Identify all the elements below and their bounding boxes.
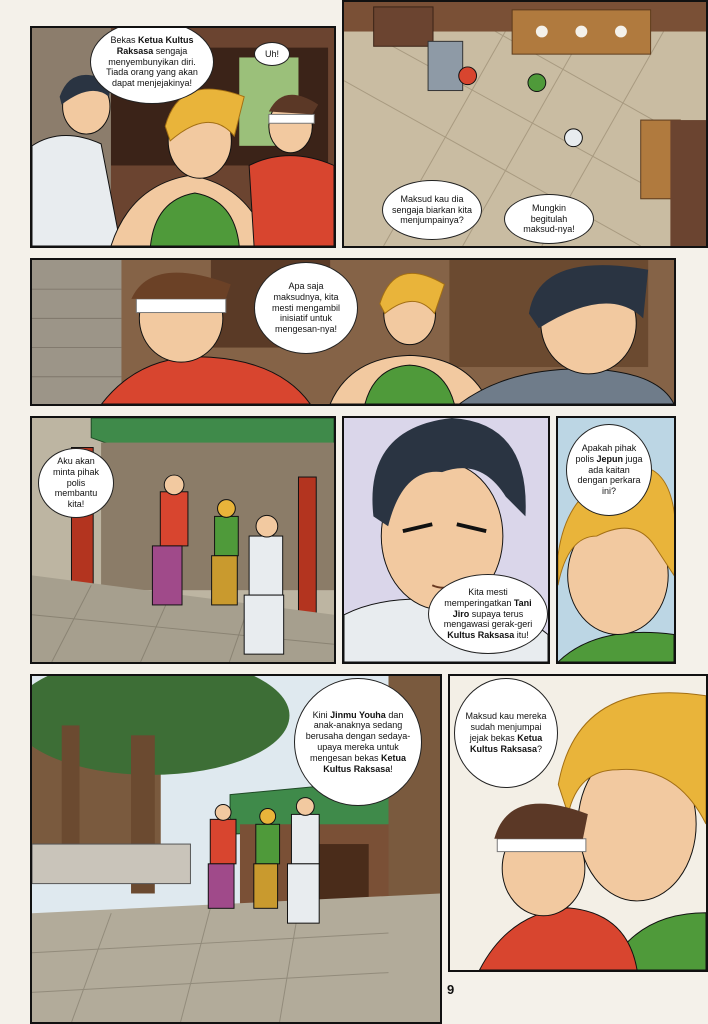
panel-5 bbox=[342, 416, 550, 664]
panel-2 bbox=[342, 0, 708, 248]
panel-3 bbox=[30, 258, 676, 406]
speech-bubble bbox=[254, 262, 358, 354]
panel-4 bbox=[30, 416, 336, 664]
panel-7 bbox=[30, 674, 442, 1024]
bubble-text: Apakah pihak polis Jepun juga ada kaitan dengan perkara ini? bbox=[575, 443, 643, 497]
speech-bubble bbox=[566, 424, 652, 516]
bubble-text: Mungkin begitulah maksud-nya! bbox=[523, 202, 575, 235]
panel-1 bbox=[30, 26, 336, 248]
speech-bubble bbox=[294, 678, 422, 806]
speech-bubble bbox=[382, 180, 482, 240]
bubble-text: Uh! bbox=[264, 48, 279, 59]
bubble-text: Apa saja maksudnya, kita mesti mengambil inisiatif untuk mengesan-nya! bbox=[271, 281, 341, 335]
speech-bubble bbox=[428, 574, 548, 654]
bubble-text: Maksud kau dia sengaja biarkan kita menjumpainya? bbox=[391, 193, 473, 226]
speech-bubble bbox=[254, 42, 290, 66]
bubble-text: Kita mesti memperingatkan Tani Jiro supaya terus mengawasi gerak-geri Kultus Raksasa itu! bbox=[443, 587, 533, 641]
bubble-text: Kini Jinmu Youha dan anak-anaknya sedang berusaha dengan sedaya-upaya mereka untuk mengesan bekas Ketua Kultus Raksasa! bbox=[305, 709, 411, 774]
page-number: 9 bbox=[447, 982, 455, 997]
speech-bubble bbox=[504, 194, 594, 244]
speech-bubble bbox=[38, 448, 114, 518]
panel-3-art bbox=[32, 260, 674, 404]
panel-6 bbox=[556, 416, 676, 664]
bubble-text: Aku akan minta pihak polis membantu kita! bbox=[52, 456, 100, 510]
panel-8 bbox=[448, 674, 708, 972]
bubble-text: Maksud kau mereka sudah menjumpai jejak bekas Ketua Kultus Raksasa? bbox=[465, 711, 547, 754]
speech-bubble bbox=[454, 678, 558, 788]
bubble-text: Bekas Ketua Kultus Raksasa sengaja menyembunyikan diri. Tiada orang yang akan dapat menjejakinya! bbox=[106, 35, 198, 89]
